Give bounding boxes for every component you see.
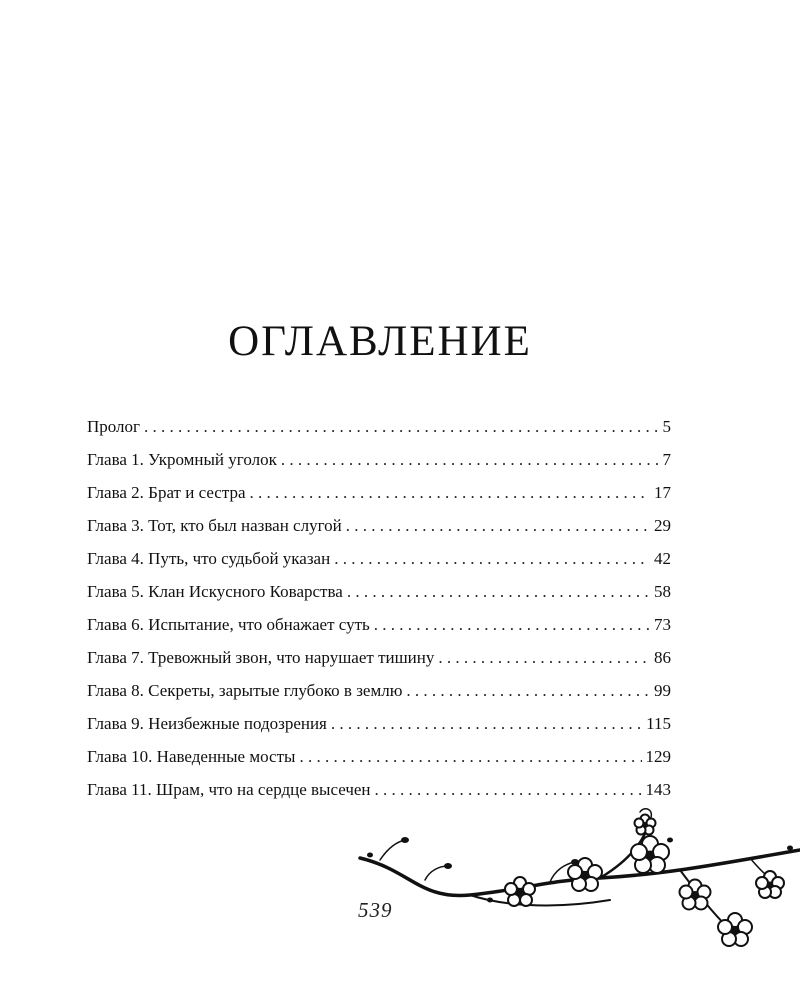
dot-leader [299,740,641,773]
dot-leader [347,575,650,608]
table-of-contents [87,410,671,806]
toc-entry[interactable] [87,542,671,575]
toc-entry-label: Глава 2. Брат и сестра [87,483,246,502]
toc-entry[interactable] [87,443,671,476]
dot-leader [144,410,658,443]
toc-entry[interactable] [87,740,671,773]
toc-entry-page: 7 [662,450,671,469]
toc-entry-label: Глава 11. Шрам, что на сердце высечен [87,780,371,799]
toc-entry-label: Глава 7. Тревожный звон, что нарушает тишину [87,648,435,667]
toc-entry-page: 129 [645,747,671,766]
toc-entry-label: Глава 9. Неизбежные подозрения [87,714,327,733]
toc-entry-label: Глава 4. Путь, что судьбой указан [87,549,331,568]
dot-leader [406,674,650,707]
toc-entry[interactable] [87,575,671,608]
dot-leader [281,443,659,476]
toc-entry[interactable] [87,509,671,542]
dot-leader [374,608,650,641]
toc-entry-label: Глава 8. Секреты, зарытые глубоко в землю [87,681,403,700]
toc-entry-page: 29 [654,516,671,535]
toc-entry[interactable] [87,707,671,740]
dot-leader [438,641,650,674]
toc-entry-page: 17 [654,483,671,502]
dot-leader [346,509,650,542]
toc-entry-page: 73 [654,615,671,634]
toc-entry-page: 115 [646,714,671,733]
toc-entry[interactable] [87,608,671,641]
cherry-blossom-branch-icon [350,800,800,960]
toc-entry-page: 42 [654,549,671,568]
toc-entry-label: Глава 5. Клан Искусного Коварства [87,582,343,601]
toc-entry-page: 99 [654,681,671,700]
page-title: ОГЛАВЛЕНИЕ [228,318,532,365]
toc-entry-page: 5 [662,417,671,436]
toc-entry[interactable] [87,641,671,674]
dot-leader [334,542,650,575]
toc-entry-page: 58 [654,582,671,601]
page-number: 539 [358,898,393,922]
toc-entry-page: 86 [654,648,671,667]
toc-entry-page: 143 [645,780,671,799]
toc-entry[interactable] [87,410,671,443]
toc-entry[interactable] [87,674,671,707]
toc-entry[interactable] [87,476,671,509]
toc-entry-label: Пролог [87,417,141,436]
dot-leader [331,707,642,740]
toc-entry-label: Глава 10. Наведенные мосты [87,747,296,766]
toc-entry-label: Глава 1. Укромный уголок [87,450,277,469]
dot-leader [250,476,650,509]
toc-entry-label: Глава 6. Испытание, что обнажает суть [87,615,370,634]
toc-entry-label: Глава 3. Тот, кто был назван слугой [87,516,342,535]
